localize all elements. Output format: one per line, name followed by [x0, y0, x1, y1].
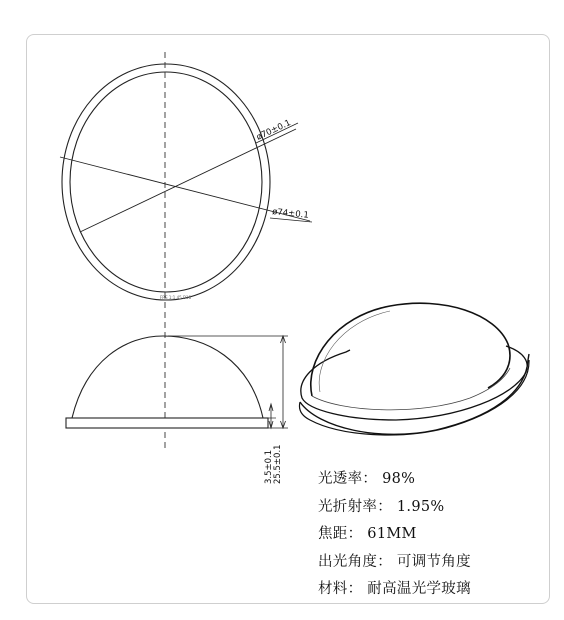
inner-circle [70, 72, 262, 292]
isometric-view [299, 303, 529, 435]
flange-edge-inner [299, 360, 529, 435]
scale-note: FRE 1:1.45 D18 [160, 295, 192, 300]
top-view [60, 52, 312, 450]
dome-shading [319, 311, 390, 392]
spec-focal-length: 焦距： 61MM [318, 526, 417, 543]
total-height-label: 25.5±0.1 [273, 444, 283, 484]
inner-diameter-label: ø70±0.1 [255, 118, 293, 143]
flange-thickness-label: 3.5±0.1 [264, 449, 274, 484]
base-flange [66, 418, 268, 428]
side-view [66, 336, 288, 428]
spec-material: 材料： 耐高温光学玻璃 [318, 581, 471, 598]
dome-surface [311, 303, 510, 396]
spec-transmittance: 光透率： 98% [318, 471, 416, 487]
spec-refractive-index: 光折射率： 1.95% [318, 498, 445, 515]
inner-diameter-line [80, 129, 296, 232]
outer-circle [62, 64, 270, 300]
outer-diameter-label: ø74±0.1 [271, 207, 310, 221]
flange-bottom [300, 354, 529, 434]
dome-base-line [312, 368, 510, 410]
dome-profile [72, 336, 263, 418]
spec-beam-angle: 出光角度： 可调节角度 [318, 553, 471, 570]
spec-list [318, 466, 548, 604]
